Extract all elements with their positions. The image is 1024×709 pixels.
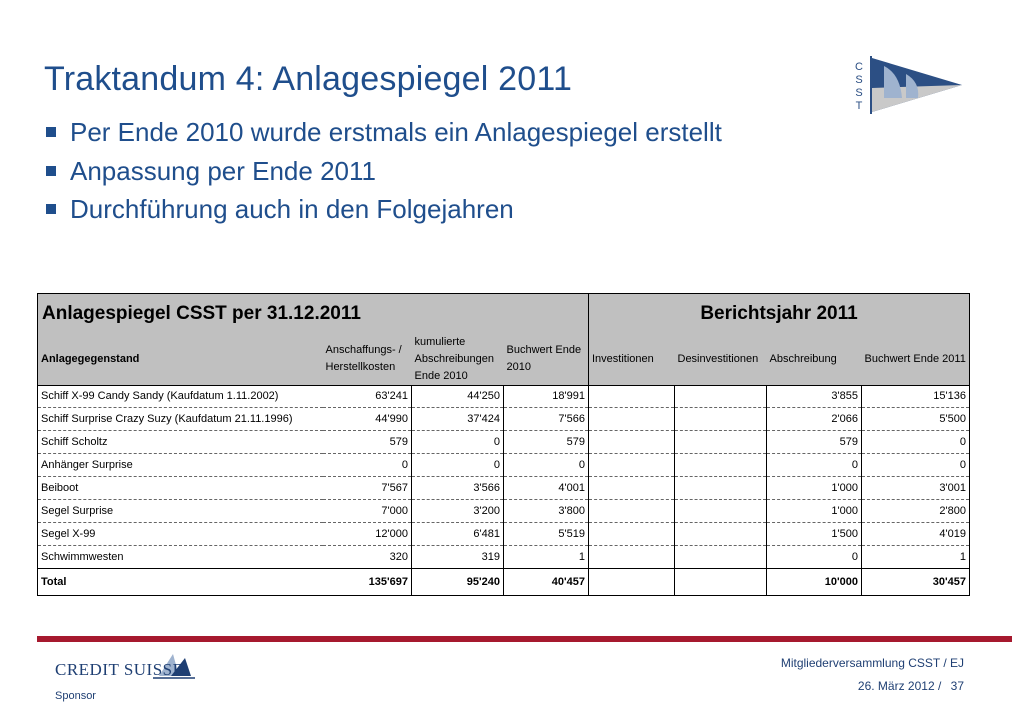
book-value-2011-cell: 0 xyxy=(862,454,970,477)
depreciation-cell: 579 xyxy=(767,431,862,454)
book-value-2010-cell: 5'519 xyxy=(504,522,589,545)
cost-cell: 63'241 xyxy=(323,385,412,408)
total-book-value-2011: 30'457 xyxy=(862,568,970,595)
asset-name: Beiboot xyxy=(38,477,323,500)
reporting-year-title: Berichtsjahr 2011 xyxy=(589,294,970,334)
investments-cell xyxy=(589,499,675,522)
book-value-2010-cell: 4'001 xyxy=(504,477,589,500)
total-investments xyxy=(589,568,675,595)
book-value-2011-cell: 15'136 xyxy=(862,385,970,408)
cum-depreciation-cell: 3'566 xyxy=(412,477,504,500)
cum-depreciation-cell: 3'200 xyxy=(412,499,504,522)
column-header: Buchwert Ende 2010 xyxy=(504,334,589,386)
book-value-2011-cell: 4'019 xyxy=(862,522,970,545)
total-divestments xyxy=(675,568,767,595)
bullet-item xyxy=(44,152,722,191)
divestments-cell xyxy=(675,522,767,545)
date-text: 26. März 2012 / xyxy=(857,679,942,693)
logo-letter: S xyxy=(855,87,863,99)
date-page-label xyxy=(858,679,964,693)
divestments-cell xyxy=(675,545,767,568)
asset-name: Segel X-99 xyxy=(38,522,323,545)
book-value-2011-cell: 5'500 xyxy=(862,408,970,431)
investments-cell xyxy=(589,454,675,477)
investments-cell xyxy=(589,522,675,545)
cost-cell: 44'990 xyxy=(323,408,412,431)
bullet-text: Anpassung per Ende 2011 xyxy=(70,155,376,186)
book-value-2011-cell: 1 xyxy=(862,545,970,568)
book-value-2011-cell: 3'001 xyxy=(862,477,970,500)
depreciation-cell: 0 xyxy=(767,454,862,477)
total-book-value-2010: 40'457 xyxy=(504,568,589,595)
cost-cell: 7'567 xyxy=(323,477,412,500)
asset-name: Segel Surprise xyxy=(38,499,323,522)
asset-name: Schwimmwesten xyxy=(38,545,323,568)
cost-cell: 0 xyxy=(323,454,412,477)
investments-cell xyxy=(589,385,675,408)
asset-name: Schiff X-99 Candy Sandy (Kaufdatum 1.11.2002) xyxy=(38,385,323,408)
table-row xyxy=(38,477,970,500)
logo-letter: C xyxy=(855,61,863,73)
square-bullet-icon xyxy=(46,127,56,137)
logo-letter: S xyxy=(855,74,863,86)
investments-cell xyxy=(589,408,675,431)
page-number: 37 xyxy=(950,679,964,693)
book-value-2010-cell: 18'991 xyxy=(504,385,589,408)
meeting-label: Mitgliederversammlung CSST / EJ xyxy=(780,656,964,670)
asset-name: Schiff Surprise Crazy Suzy (Kaufdatum 21.11.1996) xyxy=(38,408,323,431)
table-title-row xyxy=(38,294,970,334)
bullet-item xyxy=(44,190,722,229)
book-value-2010-cell: 7'566 xyxy=(504,408,589,431)
column-header: Anschaffungs- / Herstellkosten xyxy=(323,334,412,386)
book-value-2010-cell: 1 xyxy=(504,545,589,568)
book-value-2011-cell: 0 xyxy=(862,431,970,454)
bullet-list xyxy=(44,113,722,229)
book-value-2010-cell: 0 xyxy=(504,454,589,477)
cum-depreciation-cell: 6'481 xyxy=(412,522,504,545)
investments-cell xyxy=(589,545,675,568)
cum-depreciation-cell: 37'424 xyxy=(412,408,504,431)
credit-suisse-wordmark: CREDIT SUISSE xyxy=(55,660,184,679)
csst-logo xyxy=(850,52,966,118)
table-row xyxy=(38,499,970,522)
book-value-2010-cell: 3'800 xyxy=(504,499,589,522)
depreciation-cell: 1'000 xyxy=(767,499,862,522)
divestments-cell xyxy=(675,431,767,454)
total-cum-depreciation: 95'240 xyxy=(412,568,504,595)
cost-cell: 7'000 xyxy=(323,499,412,522)
column-header: Abschreibung xyxy=(767,334,862,386)
divestments-cell xyxy=(675,477,767,500)
asset-table xyxy=(37,293,970,596)
square-bullet-icon xyxy=(46,204,56,214)
cost-cell: 320 xyxy=(323,545,412,568)
table-header-row xyxy=(38,334,970,386)
asset-table-container xyxy=(37,293,969,593)
divestments-cell xyxy=(675,499,767,522)
total-cost: 135'697 xyxy=(323,568,412,595)
divestments-cell xyxy=(675,454,767,477)
column-header: Buchwert Ende 2011 xyxy=(862,334,970,386)
depreciation-cell: 3'855 xyxy=(767,385,862,408)
square-bullet-icon xyxy=(46,166,56,176)
footer-divider xyxy=(37,636,1012,642)
bullet-text: Durchführung auch in den Folgejahren xyxy=(70,194,514,224)
cost-cell: 12'000 xyxy=(323,522,412,545)
table-row xyxy=(38,385,970,408)
depreciation-cell: 1'500 xyxy=(767,522,862,545)
column-header: Investitionen xyxy=(589,334,675,386)
logo-letter: T xyxy=(855,100,863,112)
table-row xyxy=(38,522,970,545)
book-value-2010-cell: 579 xyxy=(504,431,589,454)
depreciation-cell: 1'000 xyxy=(767,477,862,500)
column-header: Anlagegegenstand xyxy=(38,334,323,386)
asset-name: Anhänger Surprise xyxy=(38,454,323,477)
slide-title: Traktandum 4: Anlagespiegel 2011 xyxy=(44,60,573,98)
investments-cell xyxy=(589,431,675,454)
divestments-cell xyxy=(675,385,767,408)
cum-depreciation-cell: 0 xyxy=(412,431,504,454)
bullet-item xyxy=(44,113,722,152)
table-row xyxy=(38,454,970,477)
total-row xyxy=(38,568,970,595)
sponsor-label: Sponsor xyxy=(55,690,96,702)
investments-cell xyxy=(589,477,675,500)
cum-depreciation-cell: 319 xyxy=(412,545,504,568)
total-depreciation: 10'000 xyxy=(767,568,862,595)
table-row xyxy=(38,545,970,568)
depreciation-cell: 2'066 xyxy=(767,408,862,431)
table-row xyxy=(38,408,970,431)
column-header: Desinvestitionen xyxy=(675,334,767,386)
book-value-2011-cell: 2'800 xyxy=(862,499,970,522)
cum-depreciation-cell: 44'250 xyxy=(412,385,504,408)
cost-cell: 579 xyxy=(323,431,412,454)
total-label: Total xyxy=(38,568,323,595)
column-header: kumulierte Abschreibungen Ende 2010 xyxy=(412,334,504,386)
table-title: Anlagespiegel CSST per 31.12.2011 xyxy=(38,294,589,334)
divestments-cell xyxy=(675,408,767,431)
asset-name: Schiff Scholtz xyxy=(38,431,323,454)
cum-depreciation-cell: 0 xyxy=(412,454,504,477)
bullet-text: Per Ende 2010 wurde erstmals ein Anlagespiegel erstellt xyxy=(70,117,722,147)
table-row xyxy=(38,431,970,454)
depreciation-cell: 0 xyxy=(767,545,862,568)
